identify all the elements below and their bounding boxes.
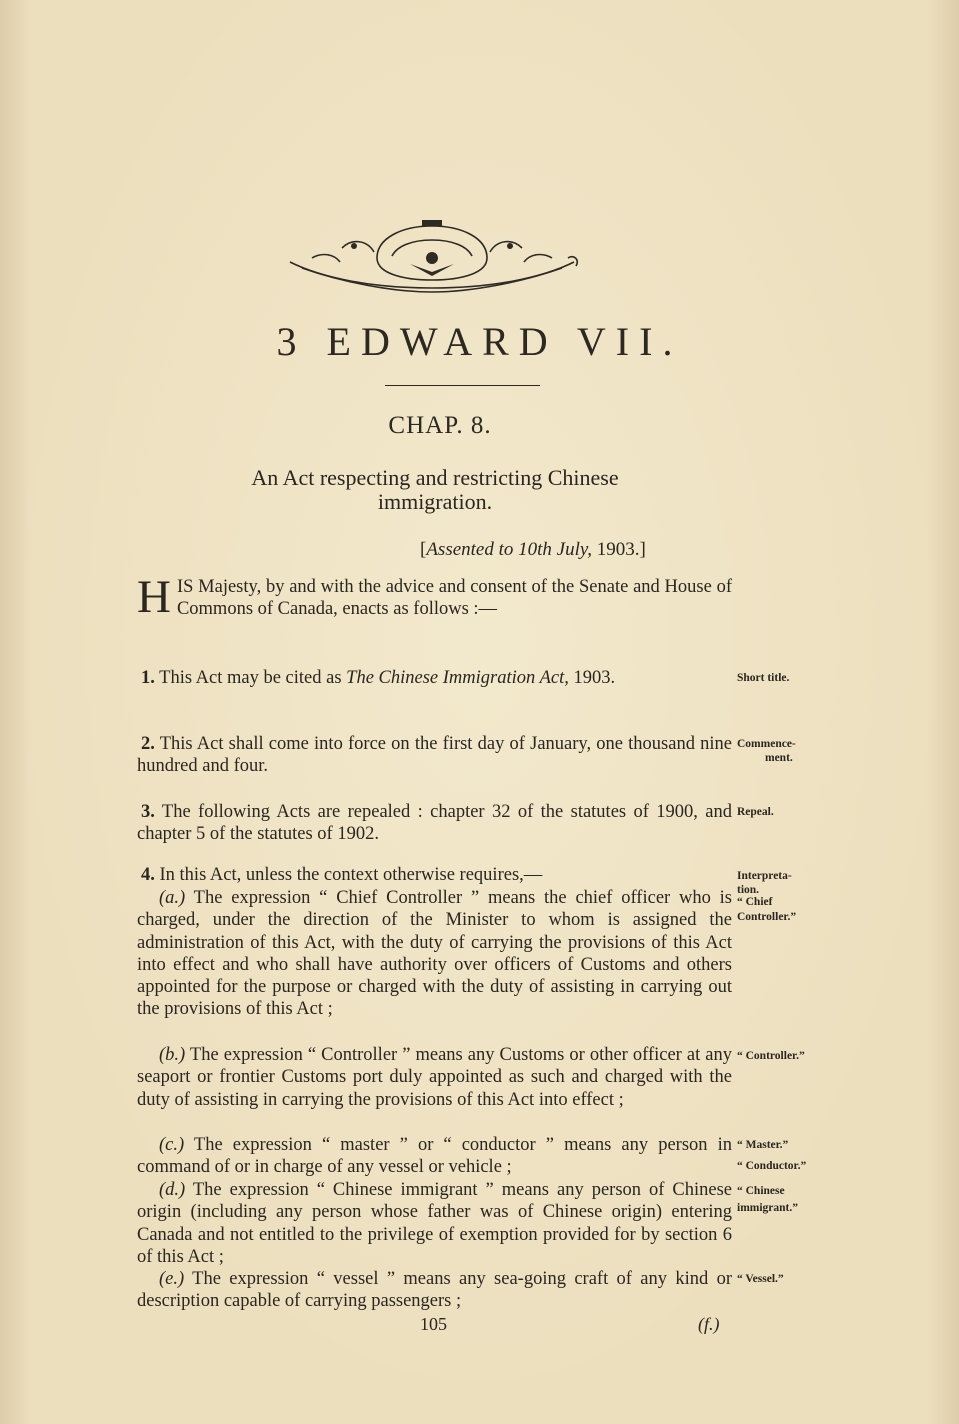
section-3: [137, 801, 732, 846]
section-4: [137, 864, 732, 886]
margin-note-interpretation-2: tion.: [737, 884, 760, 896]
preamble-text: IS Majesty, by and with the advice and consent of the Senate and House of Commons of Canada, enacts as follows :—: [176, 577, 732, 620]
definition-d-text: The expression “ Chinese immigrant ” means any person of Chinese origin (including any person whose father was of Chinese origin) entering Canada and not entitled to the privilege of exemption provided for by section 6 of this Act ;: [137, 1180, 732, 1267]
section-1-number: 1.: [141, 668, 155, 688]
definition-d: [137, 1179, 732, 1268]
section-1-text-before: This Act may be cited as: [154, 668, 347, 688]
margin-note-vessel: “ Vessel.”: [737, 1273, 784, 1285]
section-2-text: This Act shall come into force on the first day of January, one thousand nine hundred and four.: [137, 734, 732, 777]
section-3-number: 3.: [141, 802, 155, 822]
definition-c-label: (c.): [159, 1135, 185, 1155]
margin-note-interpretation-1: Interpreta-: [737, 870, 792, 882]
section-3-text: The following Acts are repealed : chapter 32 of the statutes of 1900, and chapter 5 of the statutes of 1902.: [137, 802, 732, 845]
page-number: 105: [420, 1314, 447, 1334]
definition-e: [137, 1268, 732, 1313]
margin-note-chief-controller-1: “ Chief: [737, 896, 773, 908]
section-1: [137, 667, 732, 689]
margin-note-chief-controller-2: Controller.”: [737, 911, 797, 923]
heading-rule: [385, 385, 540, 386]
section-4-number: 4.: [141, 865, 155, 885]
definition-b-text: The expression “ Controller ” means any Customs or other officer at any seaport or frontier Customs port duly appointed as such and charged with the duty of assisting in carrying the provisions of this Act into effect ;: [137, 1045, 732, 1110]
assent-open-bracket: [: [420, 539, 427, 560]
section-2: [137, 733, 732, 778]
definition-c-text: The expression “ master ” or “ conductor ” means any person in command of or in charge of any vessel or vehicle ;: [137, 1135, 732, 1178]
royal-crest-emblem: [282, 218, 582, 296]
preamble: [137, 571, 732, 623]
margin-note-commencement-2: ment.: [765, 752, 793, 764]
margin-note-chinese-immigrant-1: “ Chinese: [737, 1185, 785, 1197]
margin-note-conductor: “ Conductor.”: [737, 1160, 807, 1172]
definition-a: [137, 887, 732, 1021]
margin-note-master: “ Master.”: [737, 1139, 789, 1151]
act-title-line-1: An Act respecting and restricting Chinese: [251, 465, 619, 490]
definition-b: [137, 1044, 732, 1111]
definition-e-text: The expression “ vessel ” means any sea-going craft of any kind or description capable of carrying passengers ;: [137, 1269, 732, 1312]
chapter-heading: CHAP. 8.: [388, 412, 492, 439]
definition-c: [137, 1134, 732, 1179]
assent-close: 1903.]: [592, 539, 646, 560]
act-title-line-2: immigration.: [377, 489, 493, 514]
definition-a-label: (a.): [159, 888, 186, 908]
definition-b-label: (b.): [159, 1045, 186, 1065]
margin-note-repeal: Repeal.: [737, 806, 774, 818]
assent-date: [420, 539, 646, 561]
regnal-year-heading: 3 EDWARD VII.: [276, 319, 683, 364]
preamble-dropcap: H: [137, 571, 171, 623]
margin-note-commencement-1: Commence-: [737, 738, 796, 750]
definition-a-text: The expression “ Chief Controller ” means the chief officer who is charged, under the direction of the Minister to whom is assigned the administration of this Act, with the duty of carrying the provisions of this Act into effect and who shall have authority over officers of Customs and others appointed for the purpose or charged with the duty of assisting in carrying out the provisions of this Act ;: [137, 888, 732, 1020]
margin-note-chinese-immigrant-2: immigrant.”: [737, 1202, 799, 1214]
section-1-text-after: 1903.: [568, 668, 616, 688]
section-2-number: 2.: [141, 734, 155, 754]
margin-note-controller: “ Controller.”: [737, 1050, 805, 1062]
assent-italic: Assented to 10th July,: [426, 539, 593, 560]
definition-d-label: (d.): [159, 1180, 186, 1200]
act-title: [170, 466, 700, 514]
section-4-text: In this Act, unless the context otherwise requires,—: [154, 865, 543, 885]
definition-e-label: (e.): [159, 1269, 185, 1289]
margin-note-short-title: Short title.: [737, 672, 790, 684]
section-1-italic-title: The Chinese Immigration Act,: [346, 668, 569, 688]
catchword: (f.): [698, 1314, 720, 1334]
